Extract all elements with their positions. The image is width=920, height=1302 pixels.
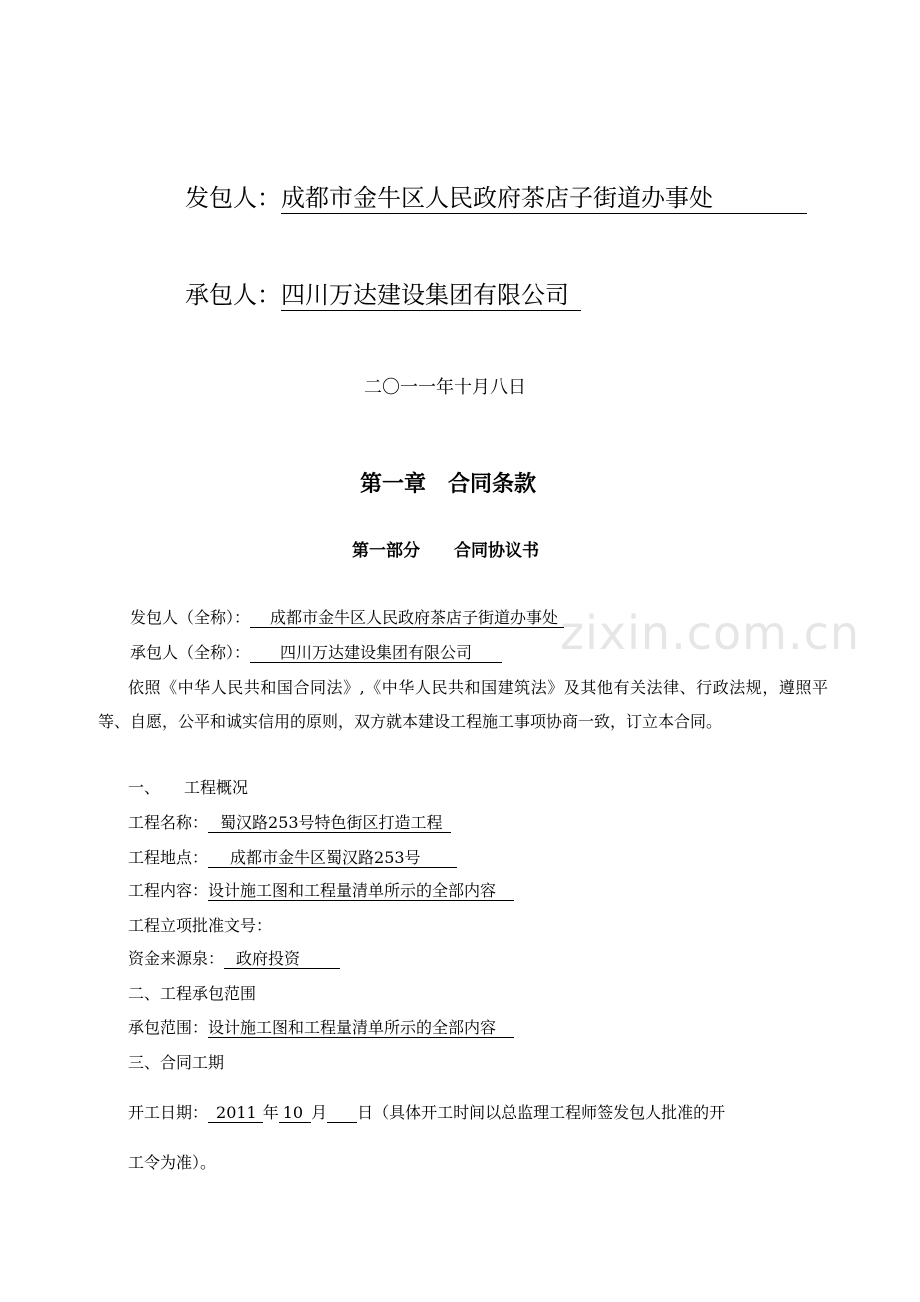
agreement-employer-value: 成都市金牛区人民政府茶店子街道办事处 [250,609,564,628]
project-location-value: 成都市金牛区蜀汉路253号 [208,849,457,868]
agreement-intro: 依照《中华人民共和国合同法》,《中华人民共和国建筑法》及其他有关法律、行政法规，遵照平等、自愿，公平和诚实信用的原则，双方就本建设工程施工事项协商一致，订立本合同。 [98,678,828,731]
cover-employer-label: 发包人： [185,184,281,212]
project-name-line [128,810,451,833]
fund-source-label: 资金来源泉： [128,949,225,968]
start-year: 2011 [208,1104,263,1123]
start-date-label: 开工日期： [128,1103,209,1122]
cover-employer-line [185,178,807,214]
chapter-title: 第一章 合同条款 [360,472,537,497]
project-content-line [128,878,514,901]
agreement-employer-line [130,605,564,628]
project-name-label: 工程名称： [128,813,209,832]
scope-value: 设计施工图和工程量清单所示的全部内容 [208,1019,514,1038]
fund-source-line [128,946,340,969]
section-2-title: 二、工程承包范围 [128,984,257,1003]
fund-source-value: 政府投资 [224,950,340,969]
project-content-value: 设计施工图和工程量清单所示的全部内容 [208,882,514,901]
day-unit: 日 [357,1103,374,1122]
project-location-label: 工程地点： [128,848,209,867]
approval-number-label: 工程立项批准文号： [128,916,273,935]
agreement-contractor-value: 四川万达建设集团有限公司 [250,644,502,663]
cover-contractor-label: 承包人： [185,281,281,309]
watermark: zixin.com.cn [560,606,861,660]
start-month: 10 [279,1104,311,1123]
project-content-label: 工程内容： [128,881,209,900]
scope-line [128,1015,514,1038]
agreement-contractor-line [130,640,502,663]
agreement-employer-label: 发包人（全称）： [130,608,251,627]
start-note-2: 工令为准）。 [128,1153,217,1172]
part-title: 第一部分 合同协议书 [352,541,539,561]
project-location-line [128,845,457,868]
cover-contractor-line [185,275,581,311]
section-1-title: 一、 工程概况 [128,778,249,797]
project-name-value: 蜀汉路253号特色街区打造工程 [208,814,451,833]
scope-label: 承包范围： [128,1018,209,1037]
agreement-contractor-label: 承包人（全称）： [130,643,251,662]
cover-contractor-value: 四川万达建设集团有限公司 [281,282,581,311]
start-date-line [128,1100,725,1123]
cover-employer-value: 成都市金牛区人民政府茶店子街道办事处 [281,185,807,214]
cover-date: 二〇一一年十月八日 [364,377,526,398]
section-3-title: 三、合同工期 [128,1053,225,1072]
year-unit: 年 [262,1103,279,1122]
month-unit: 月 [311,1103,328,1122]
start-day-blank [327,1104,357,1123]
start-note-1: （具体开工时间以总监理工程师签发包人批准的开 [373,1103,726,1122]
